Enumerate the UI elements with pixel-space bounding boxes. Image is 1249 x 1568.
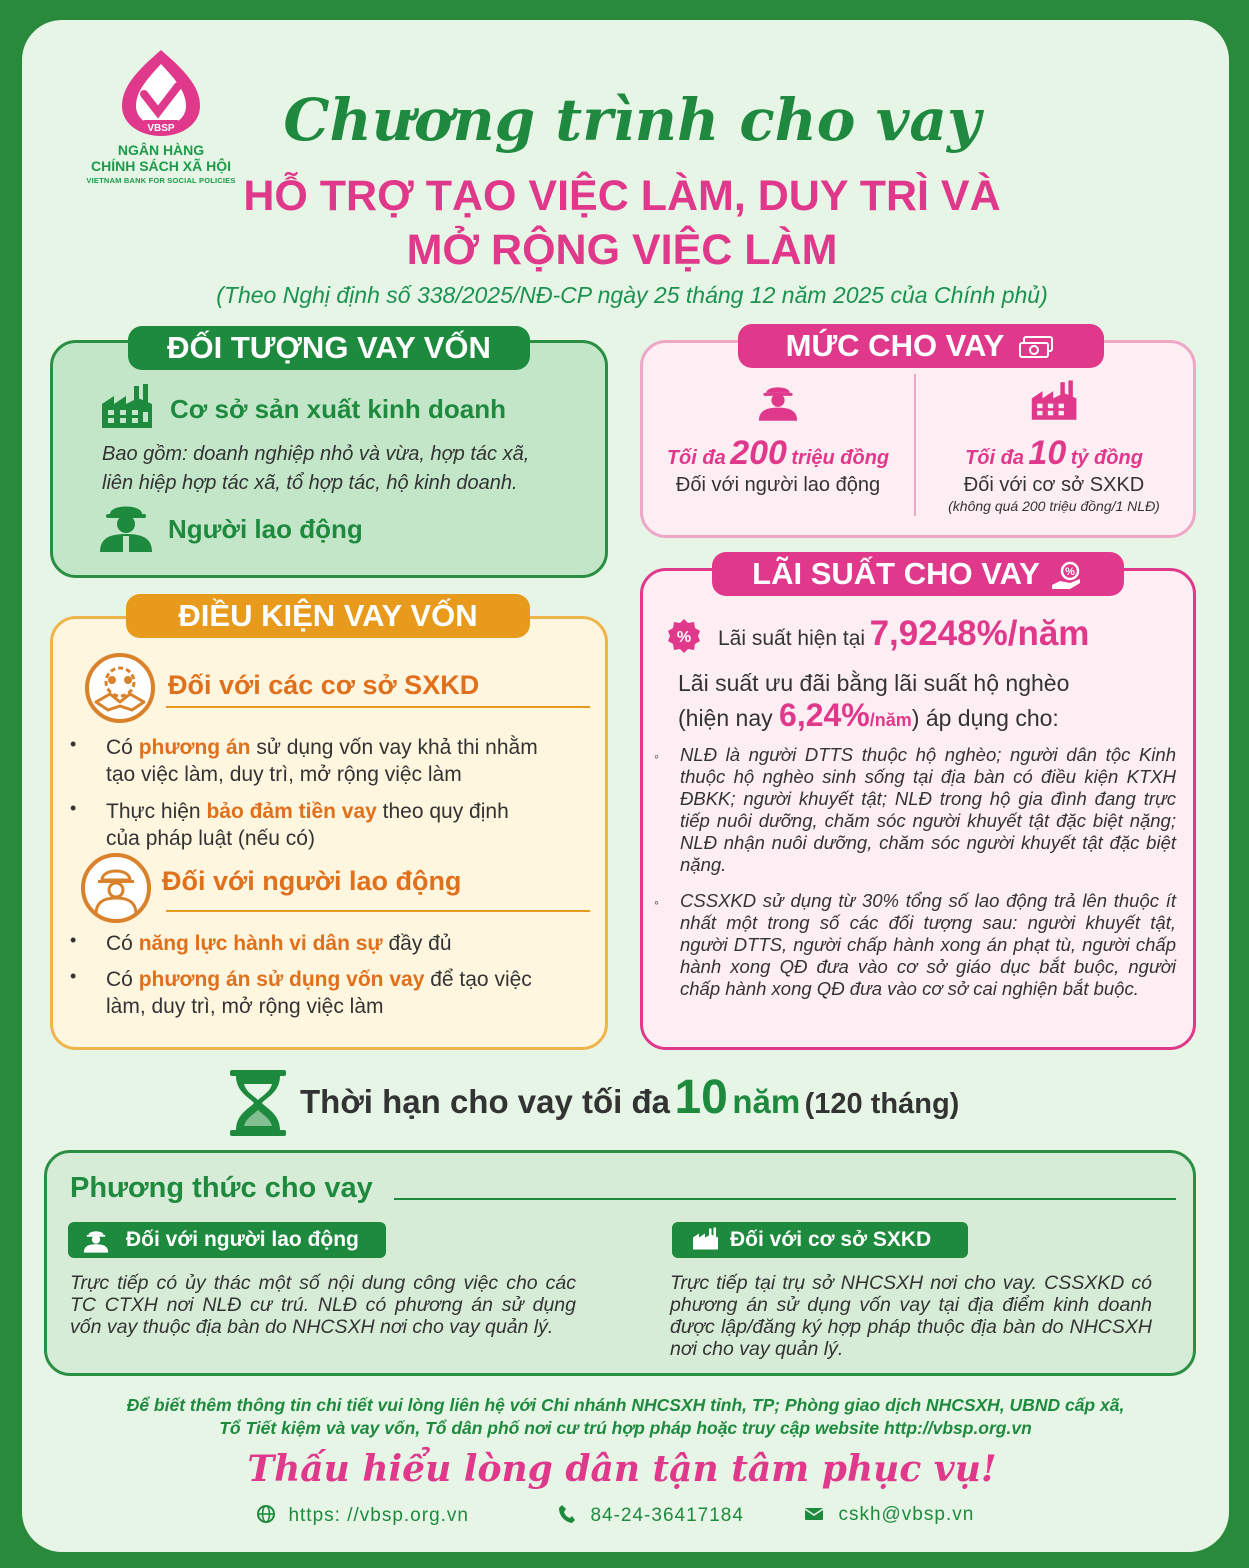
- method-title: Phương thức cho vay: [70, 1172, 373, 1204]
- main-title-line1: HỖ TRỢ TẠO VIỆC LÀM, DUY TRÌ VÀ: [243, 172, 1001, 220]
- current-rate-label: Lãi suất hiện tại: [718, 627, 866, 650]
- handshake-gear-icon: [80, 652, 160, 724]
- business-amount-desc: Đối với cơ sở SXKD: [963, 474, 1145, 496]
- pref-rate-line2: (hiện nay 6,24%/năm) áp dụng cho:: [678, 697, 1059, 733]
- circle-bullet: ◦: [654, 748, 659, 764]
- bullet: •: [70, 798, 77, 818]
- decree-subtitle: (Theo Nghị định số 338/2025/NĐ-CP ngày 25 tháng 12 năm 2025 của Chính phủ): [216, 282, 1048, 308]
- loan-amount-divider: [914, 374, 916, 516]
- contact-email[interactable]: [804, 1504, 974, 1526]
- term-text: Thời hạn cho vay tối đa: [300, 1083, 671, 1120]
- logo-text-line1: NGÂN HÀNG: [117, 142, 205, 158]
- cond-business-head: Đối với các cơ sở SXKD: [168, 670, 480, 700]
- cond-business-underline: [166, 706, 590, 708]
- worker-icon: [82, 1227, 110, 1253]
- cond-worker-item-2: Có phương án sử dụng vốn vay để tạo việc làm, duy trì, mở rộng việc làm: [106, 968, 532, 1018]
- borrower-worker-label: Người lao động: [168, 514, 363, 544]
- method-worker-text: Trực tiếp có ủy thác một số nội dung công việc cho các TC CTXH nơi NLĐ cư trú. NLĐ có phương án sử dụng vốn vay thuộc địa bàn do NHCSXH nơi cho vay quản lý.: [70, 1272, 576, 1338]
- bullet: •: [70, 930, 77, 950]
- cond-worker-item-1: Có năng lực hành vi dân sự đầy đủ: [106, 932, 452, 955]
- main-title-line2: MỞ RỘNG VIỆC LÀM: [406, 226, 838, 274]
- business-amount-note: (không quá 200 triệu đồng/1 NLĐ): [948, 498, 1160, 514]
- cond-business-item-1: Có phương án sử dụng vốn vay khả thi nhằm tạo việc làm, duy trì, mở rộng việc làm: [106, 736, 538, 786]
- conditions-title: ĐIỀU KIỆN VAY VỐN: [126, 594, 530, 638]
- footer-note-line2: Tổ Tiết kiệm và vay vốn, Tổ dân phố nơi cư trú hợp pháp hoặc truy cập website http://vbsp.org.vn: [219, 1418, 1032, 1438]
- vbsp-logo: [46, 42, 256, 192]
- loan-term: [300, 1070, 959, 1125]
- circle-bullet: ◦: [654, 894, 659, 910]
- footer-note-line1: Để biết thêm thông tin chi tiết vui lòng liên hệ với Chi nhánh NHCSXH tỉnh, TP; Phòng giao dịch NHCSXH, UBND cấp xã,: [126, 1395, 1125, 1415]
- bullet: •: [70, 966, 77, 986]
- interest-title: [712, 552, 1124, 596]
- phone-icon: [558, 1504, 576, 1524]
- svg-text:VBSP: VBSP: [147, 123, 175, 134]
- worker-icon: [96, 498, 156, 552]
- slogan: Thấu hiểu lòng dân tận tâm phục vụ!: [247, 1448, 997, 1490]
- percent-badge-icon: [666, 618, 702, 654]
- worker-icon: [756, 380, 800, 422]
- method-worker-tag: Đối với người lao động: [68, 1222, 386, 1258]
- money-hand-icon: [1050, 561, 1084, 591]
- pref-item-1: NLĐ là người DTTS thuộc hộ nghèo; người dân tộc Kinh thuộc hộ nghèo sinh sống tại địa bàn có điều kiện KTXH ĐBKK; người khuyết tật; NLĐ trong hộ gia đình đang trực tiếp nuôi dưỡng, chăm sóc người khuyết tật đặc biệt nặng; NLĐ nhận nuôi dưỡng, chăm sóc người khuyết tật đặc biệt nặng.: [680, 744, 1176, 875]
- term-number: 10: [674, 1071, 728, 1124]
- current-rate-value: 7,9248%/năm: [869, 614, 1090, 653]
- borrower-business-desc-2: liên hiệp hợp tác xã, tổ hợp tác, hộ kinh doanh.: [102, 472, 518, 494]
- borrower-business-desc-1: Bao gồm: doanh nghiệp nhỏ và vừa, hợp tác xã,: [102, 443, 530, 465]
- bullet: •: [70, 734, 77, 754]
- borrowers-title: ĐỐI TƯỢNG VAY VỐN: [128, 326, 530, 370]
- method-business-text: Trực tiếp tại trụ sở NHCSXH nơi cho vay. CSSXKD có phương án sử dụng vốn vay tại địa điểm kinh doanh được lập/đăng ký hợp pháp thuộc địa bàn do NHCSXH nơi cho vay quản lý.: [670, 1272, 1152, 1360]
- term-unit: năm: [732, 1083, 801, 1120]
- interest-title-text: LÃI SUẤT CHO VAY: [752, 556, 1040, 591]
- contact-phone[interactable]: [558, 1504, 744, 1527]
- svg-text:%: %: [676, 629, 692, 646]
- svg-text:%: %: [1064, 565, 1075, 578]
- factory-icon: [692, 1227, 720, 1251]
- worker-amount-desc: Đối với người lao động: [675, 474, 881, 496]
- cond-worker-underline: [166, 910, 590, 912]
- business-max-amount: Tối đa 10 tỷ đồng: [965, 434, 1143, 472]
- script-title: Chương trình cho vay: [283, 86, 981, 154]
- loan-amount-title: [738, 324, 1104, 368]
- cond-business-item-2: Thực hiện bảo đảm tiền vay theo quy định của pháp luật (nếu có): [106, 800, 509, 850]
- cond-worker-head: Đối với người lao động: [162, 866, 462, 896]
- pref-item-2: CSSXKD sử dụng từ 30% tổng số lao động trả lên thuộc ít nhất một trong số các đối tượng sau: người khuyết tật, người DTTS, người chấp hành xong án phạt tù, người chấp hành xong QĐ đưa vào cơ sở giáo dục bắt buộc, người chấp hành xong QĐ đưa vào cơ sở cai nghiện bắt buộc.: [680, 890, 1176, 999]
- phone-number[interactable]: 84-24-36417184: [590, 1505, 744, 1526]
- loan-amount-title-text: MỨC CHO VAY: [785, 328, 1004, 363]
- mail-icon: [804, 1506, 824, 1522]
- logo-text-line3: VIETNAM BANK FOR SOCIAL POLICIES: [86, 176, 236, 185]
- hourglass-icon: [228, 1070, 288, 1136]
- method-business-tag: Đối với cơ sở SXKD: [672, 1222, 968, 1258]
- money-stack-icon: [1016, 335, 1056, 361]
- infographic: [22, 20, 1229, 1552]
- worker-helmet-icon: [76, 852, 156, 924]
- pref-rate-line1: Lãi suất ưu đãi bằng lãi suất hộ nghèo: [678, 670, 1070, 696]
- logo-text-line2: CHÍNH SÁCH XÃ HỘI: [90, 158, 231, 174]
- email-address[interactable]: cskh@vbsp.vn: [838, 1504, 975, 1525]
- factory-icon: [1030, 380, 1080, 422]
- website-link[interactable]: https: //vbsp.org.vn: [288, 1505, 469, 1526]
- globe-icon: [256, 1504, 276, 1524]
- worker-max-amount: Tối đa 200 triệu đồng: [666, 434, 890, 472]
- method-title-rule: [394, 1198, 1176, 1200]
- contact-website[interactable]: [256, 1504, 469, 1527]
- factory-icon: [100, 384, 156, 430]
- term-months: (120 tháng): [804, 1088, 960, 1120]
- borrower-business-label: Cơ sở sản xuất kinh doanh: [170, 394, 507, 424]
- current-rate: [718, 614, 1089, 654]
